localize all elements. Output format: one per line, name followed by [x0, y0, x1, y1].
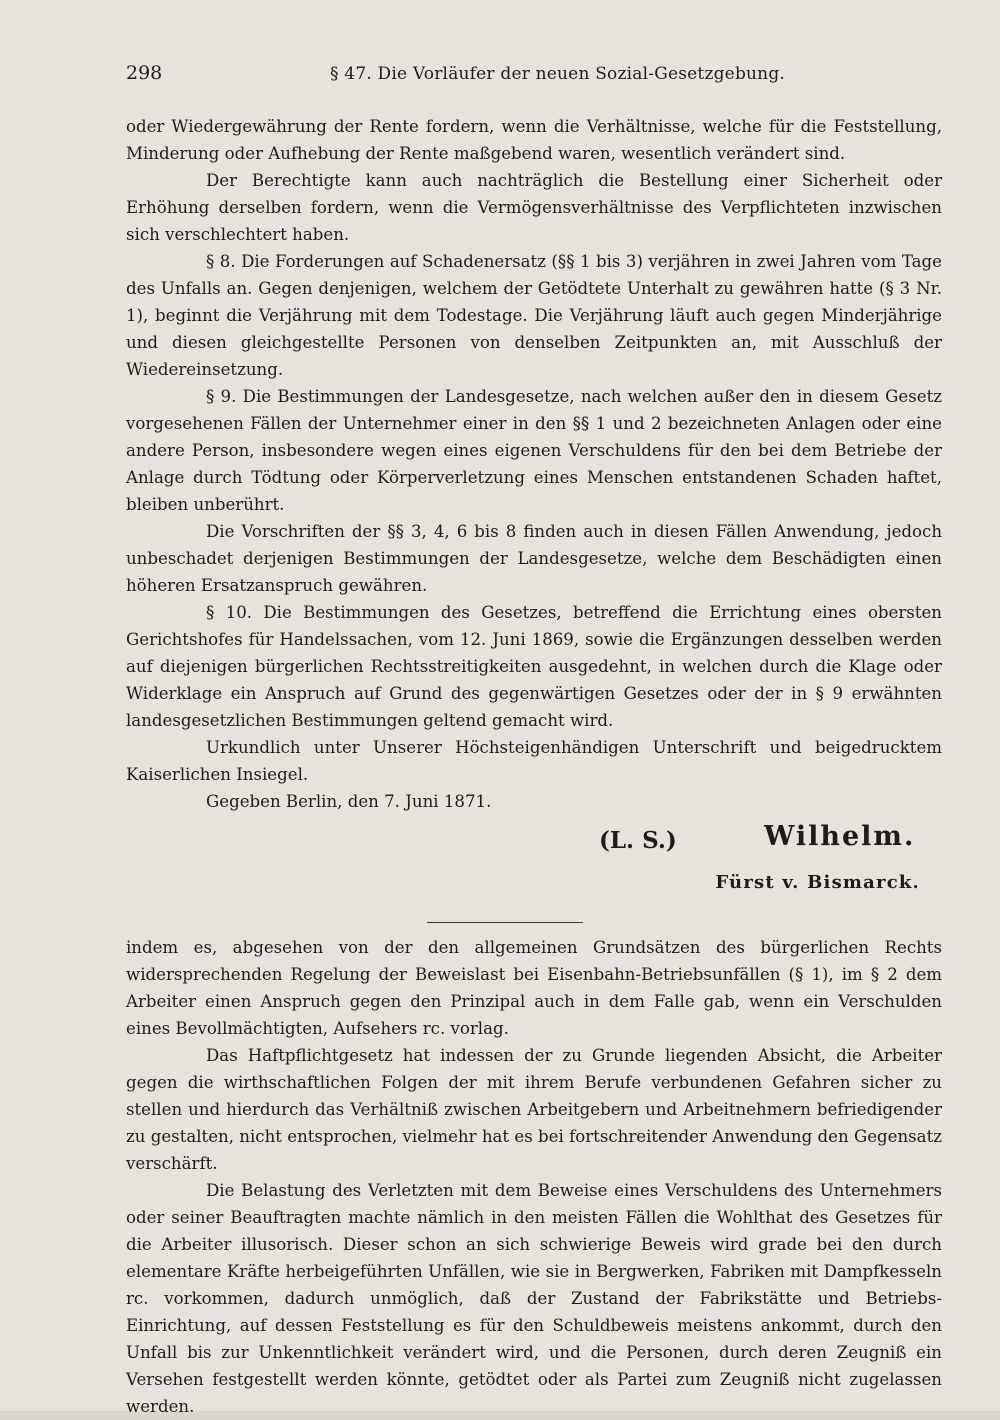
seal-mark: (L. S.): [599, 827, 677, 854]
body-text: [126, 113, 942, 1420]
paragraph-attestation: Urkundlich unter Unserer Höchsteigenhändigen Unterschrift und beigedrucktem Kaiserlichen Insiegel.: [126, 738, 942, 784]
paragraph-section-9: § 9. Die Bestimmungen der Landesgesetze, nach welchen außer den in diesem Gesetz vorgesehenen Fällen der Unternehmer einer in den §§ 1 und 2 bezeichneten Anlagen oder eine andere Person, insbesondere wegen eines eigenen Verschuldens für den bei dem Betriebe der Anlage durch Tödtung oder Körperverletzung eines Menschen entstandenen Schaden haftet, bleiben unberührt.: [126, 387, 942, 514]
paragraph-date-place: Gegeben Berlin, den 7. Juni 1871.: [206, 792, 492, 811]
page-header: [126, 62, 876, 92]
paragraph-continuation: oder Wiedergewährung der Rente fordern, wenn die Verhältnisse, welche für die Feststellung, Minderung oder Aufhebung der Rente maßgebend waren, wesentlich verändert sind.: [126, 117, 942, 163]
signature-block: [126, 815, 942, 869]
signature-emperor: Wilhelm.: [764, 821, 916, 852]
paragraph: Die Vorschriften der §§ 3, 4, 6 bis 8 finden auch in diesen Fällen Anwendung, jedoch unbeschadet derjenigen Bestimmungen der Landesgesetze, welche dem Beschädigten einen höheren Ersatzanspruch gewähren.: [126, 522, 942, 595]
paragraph: Der Berechtigte kann auch nachträglich die Bestellung einer Sicherheit oder Erhöhung derselben fordern, wenn die Vermögensverhältnisse des Verpflichteten inzwischen sich verschlechtert haben.: [126, 171, 942, 244]
paragraph: Die Belastung des Verletzten mit dem Beweise eines Verschuldens des Unternehmers oder seiner Beauftragten machte nämlich in den meisten Fällen die Wohlthat des Gesetzes für die Arbeiter illusorisch. Dieser schon an sich schwierige Beweis wird grade bei den durch elementare Kräfte herbeigeführten Unfällen, wie sie in Bergwerken, Fabriken mit Dampfkesseln rc. vorkommen, dadurch unmöglich, daß der Zustand der Fabrikstätte und Betriebs-Einrichtung, auf dessen Feststellung es für den Schuldbeweis meistens ankommt, durch den Unfall bis zur Unkenntlichkeit verändert wird, und die Personen, durch deren Zeugniß ein Versehen festgestellt werden könnte, getödtet oder als Partei zum Zeugniß nicht zugelassen werden.: [126, 1181, 942, 1416]
paragraph-section-10: § 10. Die Bestimmungen des Gesetzes, betreffend die Errichtung eines obersten Gerichtshofes für Handelssachen, vom 12. Juni 1869, sowie die Ergänzungen desselben werden auf diejenigen bürgerlichen Rechtsstreitigkeiten ausgedehnt, in welchen durch die Klage oder Widerklage ein Anspruch auf Grund des gegenwärtigen Gesetzes oder der in § 9 erwähnten landesgesetzlichen Bestimmungen geltend gemacht wird.: [126, 603, 942, 730]
paragraph-continuation: indem es, abgesehen von der den allgemeinen Grundsätzen des bürgerlichen Rechts widersprechenden Regelung der Beweislast bei Eisenbahn-Betriebsunfällen (§ 1), im § 2 dem Arbeiter einen Anspruch gegen den Prinzipal auch in dem Falle gab, wenn ein Verschulden eines Bevollmächtigten, Aufsehers rc. vorlag.: [126, 938, 942, 1038]
page-number: 298: [126, 62, 163, 84]
paragraph-section-8: § 8. Die Forderungen auf Schadenersatz (§§ 1 bis 3) verjähren in zwei Jahren vom Tage des Unfalls an. Gegen denjenigen, welchem der Getödtete Unterhalt zu gewähren hatte (§ 3 Nr. 1), beginnt die Verjährung mit dem Todestage. Die Verjährung läuft auch gegen Minderjährige und diesen gleichgestellte Personen von denselben Zeitpunkten an, mit Ausschluß der Wiedereinsetzung.: [126, 252, 942, 379]
running-head: § 47. Die Vorläufer der neuen Sozial-Gesetzgebung.: [330, 64, 786, 84]
paragraph: Das Haftpflichtgesetz hat indessen der zu Grunde liegenden Absicht, die Arbeiter gegen die wirthschaftlichen Folgen der mit ihrem Berufe verbundenen Gefahren sicher zu stellen und hierdurch das Verhältniß zwischen Arbeitgebern und Arbeitnehmern befriedigender zu gestalten, nicht entsprochen, vielmehr hat es bei fortschreitender Anwendung den Gegensatz verschärft.: [126, 1046, 942, 1173]
section-divider: [427, 922, 583, 923]
signature-chancellor: Fürst v. Bismarck.: [715, 872, 920, 893]
